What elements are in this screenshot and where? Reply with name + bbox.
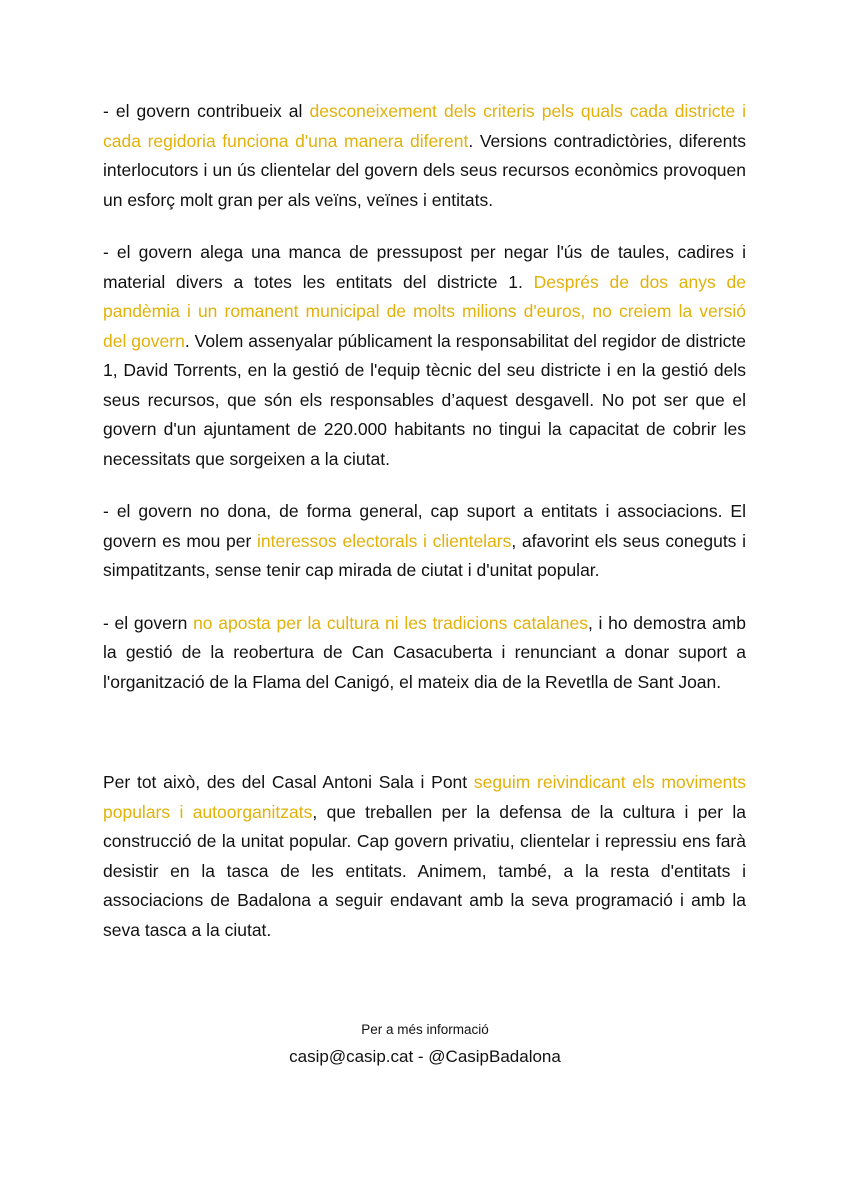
highlighted-text: Després de dos anys de pandèmia i un romanent municipal de molts milions d'euros, no creiem la versió del govern <box>103 271 746 351</box>
text-segment: - el govern contribueix al <box>103 101 310 121</box>
paragraph-cultura <box>103 609 746 698</box>
highlighted-text: seguim reivindicant els moviments populars i autoorganitzats <box>103 772 746 822</box>
text-segment: - el govern alega una manca de pressupost per negar l'ús de taules, cadires i material divers a totes les entitats del districte 1. <box>103 242 746 292</box>
paragraph-suport <box>103 497 746 586</box>
text-segment: , que treballen per la defensa de la cultura i per la construcció de la unitat popular. Cap govern privatiu, clientelar i repressiu ens farà desistir en la tasca de les entitats. Animem, també, a la resta d'entitats i associacions de Badalona a seguir endavant amb la seva programació i amb la seva tasca a la ciutat. <box>103 801 747 940</box>
footer-label: Per a més informació <box>361 1022 489 1037</box>
text-segment: . Versions contradictòries, diferents interlocutors i un ús clientelar del govern dels seus recursos econòmics provoquen un esforç molt gran per als veïns, veïnes i entitats. <box>103 130 746 210</box>
highlighted-text: desconeixement dels criteris pels quals cada districte i cada regidoria funciona d'una manera diferent <box>103 101 746 151</box>
contact-footer <box>0 1021 850 1070</box>
contact-info: casip@casip.cat - @CasipBadalona <box>289 1047 561 1066</box>
text-segment: Per tot això, des del Casal Antoni Sala i Pont <box>103 772 474 792</box>
text-segment: , i ho demostra amb la gestió de la reobertura de Can Casacuberta i renunciant a donar suport a l'organització de la Flama del Canigó, el mateix dia de la Revetlla de Sant Joan. <box>103 612 746 692</box>
text-segment: , afavorint els seus coneguts i simpatitzants, sense tenir cap mirada de ciutat i d'unitat popular. <box>103 530 746 580</box>
text-segment: . Volem assenyalar públicament la responsabilitat del regidor de districte 1, David Torrents, en la gestió de l'equip tècnic del seu districte i en la gestió dels seus recursos, que són els responsables d’aquest desgavell. No pot ser que el govern d'un ajuntament de 220.000 habitants no tingui la capacitat de cobrir les necessitats que sorgeixen a la ciutat. <box>103 330 746 469</box>
paragraph-desconeixement <box>103 97 746 215</box>
text-segment: - el govern <box>103 612 194 633</box>
document-body <box>103 97 746 968</box>
paragraph-pressupost <box>103 238 746 474</box>
highlighted-text: no aposta per la cultura ni les tradicions catalanes <box>193 612 588 633</box>
highlighted-text: interessos electorals i clientelars <box>257 530 512 551</box>
text-segment: - el govern no dona, de forma general, cap suport a entitats i associacions. El govern es mou per <box>103 501 746 551</box>
paragraph-conclusio <box>103 768 746 945</box>
